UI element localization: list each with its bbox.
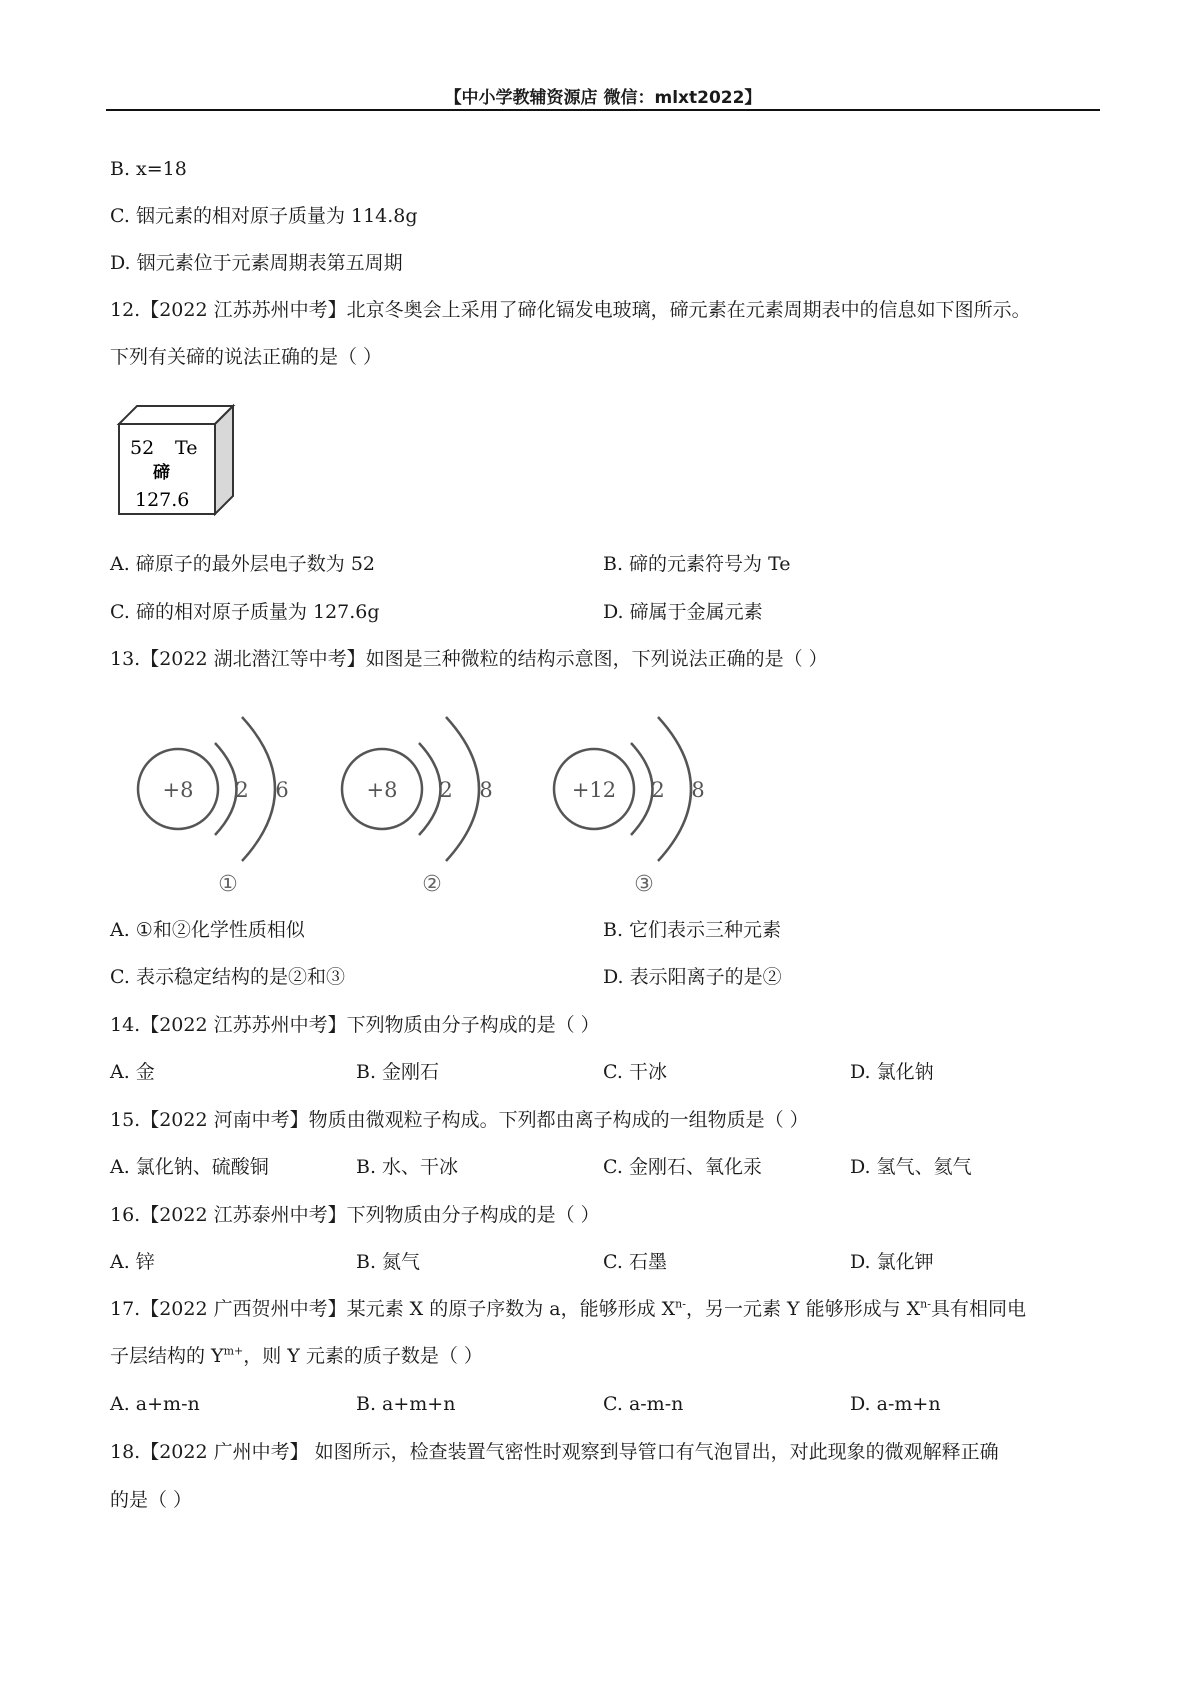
q17-stem-line1	[110, 1297, 1026, 1321]
q15-option-b: B. 水、干冰	[356, 1156, 459, 1178]
q16-option-d: D. 氯化钾	[850, 1251, 934, 1273]
q17-superscript-1: n-	[675, 1297, 686, 1311]
particle-3-shell-2: 8	[691, 778, 705, 802]
particle-1-diagram	[138, 717, 289, 897]
tile-name: 碲	[153, 463, 170, 483]
q15-option-d: D. 氢气、氦气	[850, 1156, 972, 1178]
q13-option-b: B. 它们表示三种元素	[603, 919, 782, 941]
q12-option-a: A. 碲原子的最外层电子数为 52	[110, 553, 376, 575]
q15-option-c: C. 金刚石、氧化汞	[603, 1156, 762, 1178]
q14-option-b: B. 金刚石	[356, 1061, 440, 1083]
q16-stem: 16.【2022 江苏泰州中考】下列物质由分子构成的是（ ）	[110, 1204, 600, 1226]
q17-superscript-2: n-	[920, 1297, 931, 1311]
tile-symbol: Te	[175, 437, 198, 459]
page-header: 【中小学教辅资源店 微信：mlxt2022】	[444, 88, 762, 108]
q16-option-c: C. 石墨	[603, 1251, 667, 1273]
particle-3-label: ③	[634, 872, 654, 897]
q17-text-part5: ，则 Y 元素的质子数是（ ）	[243, 1345, 483, 1367]
q17-text-part3: 具有相同电	[930, 1298, 1026, 1320]
q17-option-b: B. a+m+n	[356, 1393, 456, 1415]
q12-option-b: B. 碲的元素符号为 Te	[603, 553, 791, 575]
particle-structure-diagrams	[120, 705, 740, 905]
q15-stem: 15.【2022 河南中考】物质由微观粒子构成。下列都由离子构成的一组物质是（ ）	[110, 1109, 809, 1131]
q17-text-part1: 17.【2022 广西贺州中考】某元素 X 的原子序数为 a，能够形成 X	[110, 1298, 676, 1320]
q14-stem: 14.【2022 江苏苏州中考】下列物质由分子构成的是（ ）	[110, 1014, 600, 1036]
q12-option-d: D. 碲属于金属元素	[603, 601, 763, 623]
particle-3-diagram	[554, 717, 705, 897]
q17-option-d: D. a-m+n	[850, 1393, 941, 1415]
q13-option-d: D. 表示阳离子的是②	[603, 966, 782, 988]
particle-3-nucleus: +12	[571, 778, 617, 802]
q17-text-part4: 子层结构的 Y	[110, 1345, 224, 1367]
particle-2-diagram	[342, 717, 493, 897]
q14-option-c: C. 干冰	[603, 1061, 667, 1083]
q17-stem-line2	[110, 1344, 483, 1368]
q14-option-a: A. 金	[110, 1061, 155, 1083]
particle-2-nucleus: +8	[366, 778, 398, 802]
prev-option-d: D. 铟元素位于元素周期表第五周期	[110, 252, 403, 274]
q17-superscript-3: m+	[223, 1344, 244, 1358]
tile-mass: 127.6	[135, 489, 190, 511]
q13-option-a: A. ①和②化学性质相似	[110, 919, 305, 941]
particle-1-shell-2: 6	[275, 778, 289, 802]
q16-option-a: A. 锌	[110, 1251, 155, 1273]
prev-option-b: B. x=18	[110, 158, 187, 180]
particle-1-nucleus: +8	[162, 778, 194, 802]
q18-stem-line2: 的是（ ）	[110, 1489, 193, 1511]
tellurium-element-tile	[115, 402, 245, 518]
q12-option-c: C. 碲的相对原子质量为 127.6g	[110, 601, 380, 623]
q12-stem-line2: 下列有关碲的说法正确的是（ ）	[110, 346, 383, 368]
header-rule	[106, 109, 1100, 111]
q15-option-a: A. 氯化钠、硫酸铜	[110, 1156, 269, 1178]
particle-1-label: ①	[218, 872, 238, 897]
q13-stem: 13.【2022 湖北潜江等中考】如图是三种微粒的结构示意图，下列说法正确的是（ ）	[110, 648, 828, 670]
q12-stem-line1: 12.【2022 江苏苏州中考】北京冬奥会上采用了碲化镉发电玻璃，碲元素在元素周期表中的信息如下图所示。	[110, 299, 1031, 321]
particle-2-label: ②	[422, 872, 442, 897]
q17-option-c: C. a-m-n	[603, 1393, 684, 1415]
q17-text-part2: ，另一元素 Y 能够形成与 X	[685, 1298, 921, 1320]
tile-atomic-number: 52	[130, 437, 155, 459]
prev-option-c: C. 铟元素的相对原子质量为 114.8g	[110, 205, 418, 227]
particle-2-shell-1: 2	[439, 778, 453, 802]
q18-stem-line1: 18.【2022 广州中考】 如图所示，检查装置气密性时观察到导管口有气泡冒出，对此现象的微观解释正确	[110, 1441, 999, 1463]
particle-1-shell-1: 2	[235, 778, 249, 802]
q14-option-d: D. 氯化钠	[850, 1061, 934, 1083]
particle-3-shell-1: 2	[651, 778, 665, 802]
particle-2-shell-2: 8	[479, 778, 493, 802]
q17-option-a: A. a+m-n	[110, 1393, 200, 1415]
q16-option-b: B. 氮气	[356, 1251, 421, 1273]
q13-option-c: C. 表示稳定结构的是②和③	[110, 966, 345, 988]
